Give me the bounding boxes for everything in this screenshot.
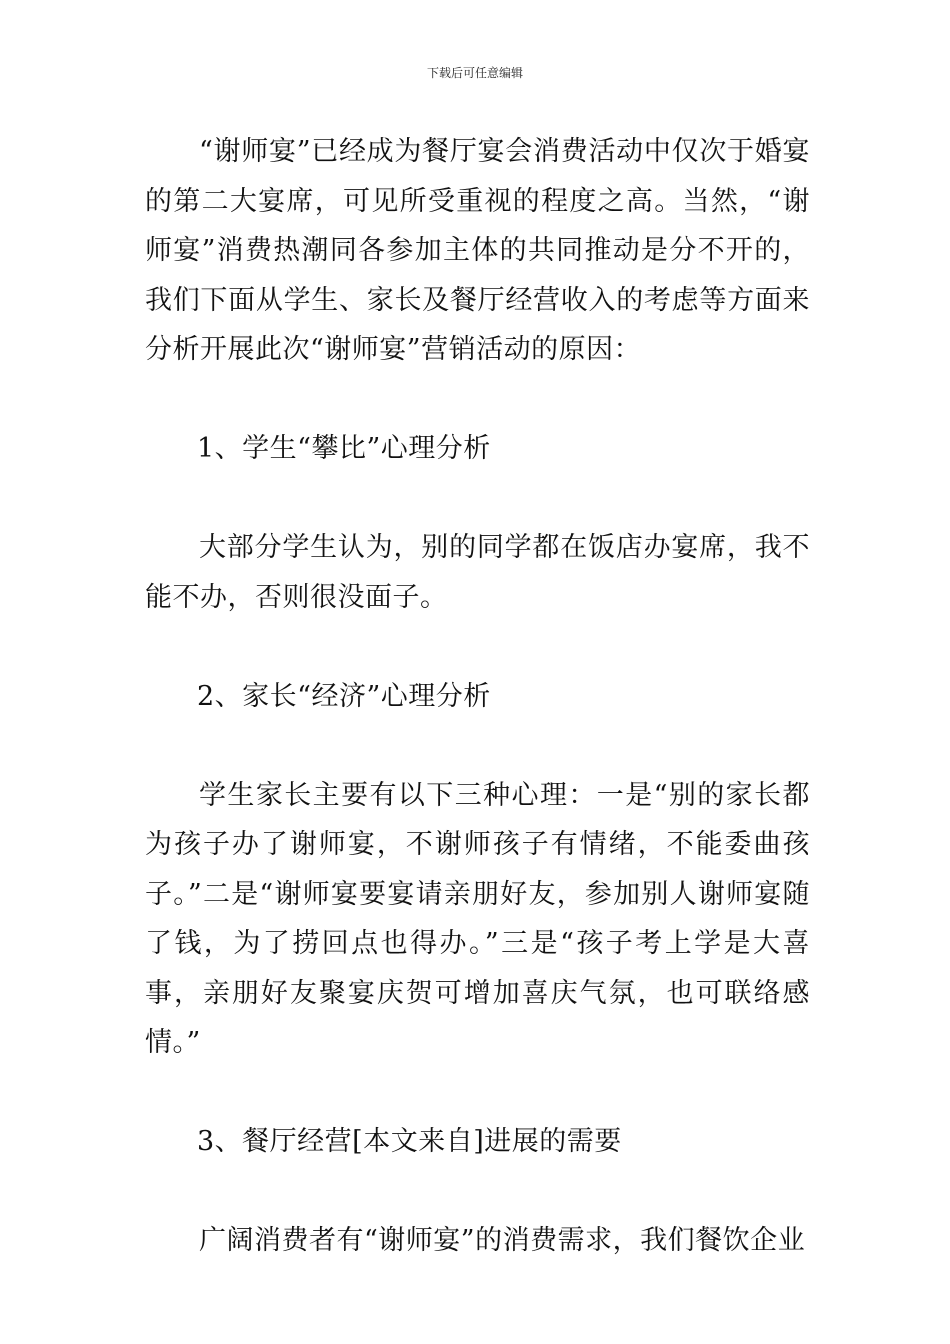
paragraph-gap — [145, 375, 810, 425]
paragraph-gap — [145, 622, 810, 672]
page-header-note: 下载后可任意编辑 — [426, 66, 523, 80]
section-2-paragraph: 学生家长主要有以下三种心理：一是“别的家长都为孩子办了谢师宴，不谢师孩子有情绪，不能委曲孩子。”二是“谢师宴要宴请亲朋好友，参加别人谢师宴随了钱，为了捞回点也得办。”三是“孩子考上学是大喜事，亲朋好友聚宴庆贺可增加喜庆气氛，也可联络感情。” — [145, 779, 810, 1058]
intro-paragraph: “谢师宴”已经成为餐厅宴会消费活动中仅次于婚宴的第二大宴席，可见所受重视的程度之高。当然，“谢师宴”消费热潮同各参加主体的共同推动是分不开的，我们下面从学生、家长及餐厅经营收入的考虑等方面来分析开展此次“谢师宴”营销活动的原因： — [145, 136, 810, 365]
section-3-paragraph: 广阔消费者有“谢师宴”的消费需求，我们餐饮企业 — [199, 1225, 806, 1256]
document-body — [145, 127, 810, 1266]
paragraph-gap — [145, 474, 810, 524]
paragraph-gap — [145, 1167, 810, 1217]
section-1-paragraph: 大部分学生认为，别的同学都在饭店办宴席，我不能不办，否则很没面子。 — [145, 532, 810, 613]
section-3-heading: 3、餐厅经营[本文来自]进展的需要 — [197, 1126, 622, 1157]
section-1-heading: 1、学生“攀比”心理分析 — [197, 433, 491, 464]
paragraph-gap — [145, 1068, 810, 1118]
paragraph-gap — [145, 721, 810, 771]
section-2-heading: 2、家长“经济”心理分析 — [197, 680, 491, 712]
